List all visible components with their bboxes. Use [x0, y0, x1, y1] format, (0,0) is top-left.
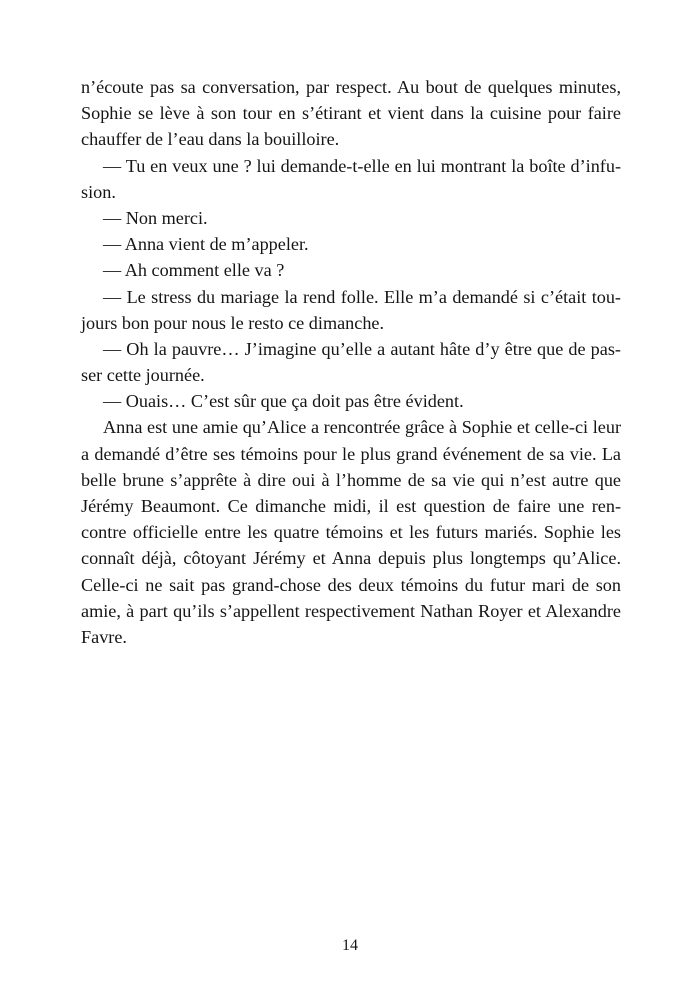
text-line: Celle-ci ne sait pas grand-chose des deux témoins du futur mari de son	[81, 574, 621, 595]
text-line: — Ouais… C’est sûr que ça doit pas être évident.	[103, 391, 464, 412]
text-line: Anna est une amie qu’Alice a rencontrée grâce à Sophie et celle-ci leur	[103, 417, 621, 438]
page-number: 14	[342, 937, 358, 954]
body-text	[81, 74, 621, 650]
text-line: ser cette journée.	[81, 365, 205, 386]
text-line: belle brune s’apprête à dire oui à l’homme de sa vie qui n’est autre que	[81, 469, 621, 490]
text-line: — Oh la pauvre… J’imagine qu’elle a autant hâte d’y être que de pas-	[103, 338, 621, 359]
text-line: Sophie se lève à son tour en s’étirant et vient dans la cuisine pour faire	[81, 103, 621, 124]
text-line: — Anna vient de m’appeler.	[103, 234, 309, 255]
text-line: contre officielle entre les quatre témoins et les futurs mariés. Sophie les	[81, 522, 621, 543]
text-line: amie, à part qu’ils s’appellent respectivement Nathan Royer et Alexandre	[81, 600, 621, 621]
text-line: — Ah comment elle va ?	[103, 260, 285, 281]
text-line: connaît déjà, côtoyant Jérémy et Anna depuis plus longtemps qu’Alice.	[81, 548, 621, 569]
text-line: a demandé d’être ses témoins pour le plus grand événement de sa vie. La	[81, 443, 621, 464]
text-line: Favre.	[81, 626, 127, 647]
text-line: n’écoute pas sa conversation, par respect. Au bout de quelques minutes,	[81, 77, 621, 97]
text-line: sion.	[81, 181, 116, 202]
text-line: — Tu en veux une ? lui demande-t-elle en lui montrant la boîte d’infu-	[103, 155, 621, 176]
text-line: — Non merci.	[103, 207, 208, 228]
text-line: jours bon pour nous le resto ce dimanche.	[81, 312, 385, 333]
text-line: chauffer de l’eau dans la bouilloire.	[81, 129, 340, 150]
text-line: Jérémy Beaumont. Ce dimanche midi, il est question de faire une ren-	[81, 496, 621, 516]
text-line: — Le stress du mariage la rend folle. Elle m’a demandé si c’était tou-	[103, 286, 621, 307]
